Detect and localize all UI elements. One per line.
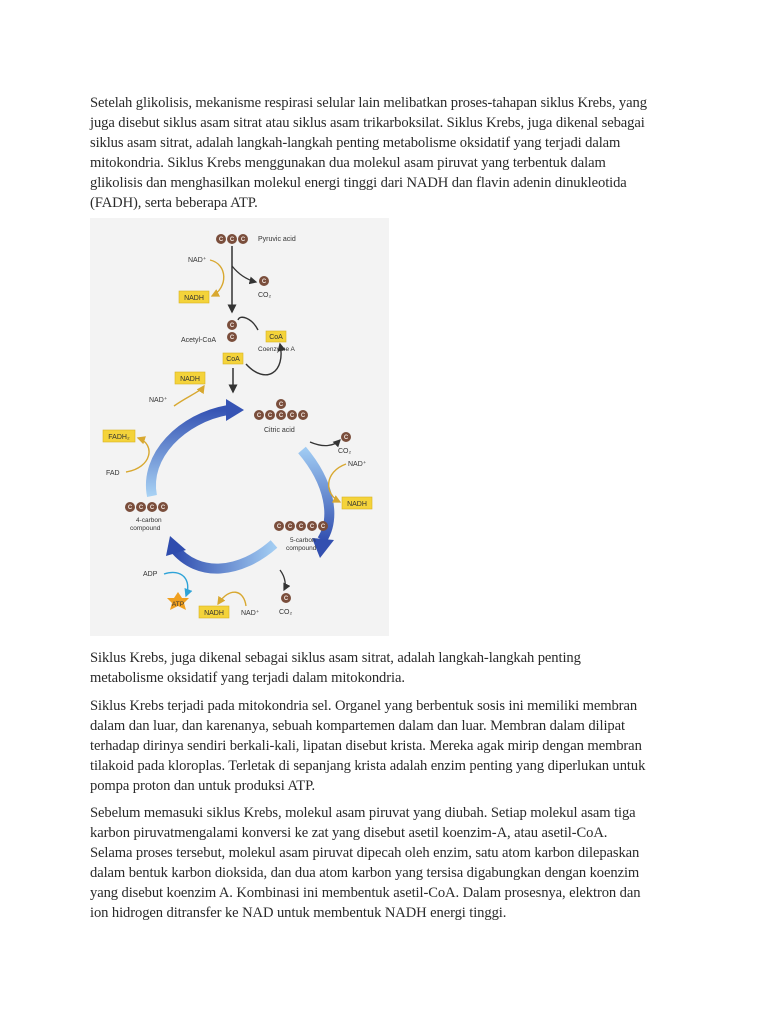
svg-text:C: C bbox=[261, 279, 267, 285]
nadh-label-4: NADH bbox=[204, 610, 224, 617]
svg-text:C: C bbox=[278, 413, 284, 419]
text-line: karbon piruvatmengalami konversi ke zat yang disebut asetil koenzim-A, atau asetil-CoA. bbox=[90, 825, 608, 841]
svg-text:C: C bbox=[149, 505, 155, 511]
svg-text:C: C bbox=[300, 413, 306, 419]
pyruvic-acid-molecule bbox=[216, 234, 248, 244]
krebs-cycle-diagram bbox=[90, 218, 389, 636]
text-line: Sebelum memasuki siklus Krebs, molekul asam piruvat yang diubah. Setiap molekul asam tiga bbox=[90, 805, 636, 821]
svg-text:C: C bbox=[229, 323, 235, 329]
text-line: glikolisis dan menghasilkan molekul energi tinggi dari NADH dan flavin adenin dinukleotida bbox=[90, 175, 627, 191]
text-line: yang disebut koenzim A. Kombinasi ini membentuk asetil-CoA. Dalam prosesnya, elektron dan bbox=[90, 885, 641, 901]
svg-text:C: C bbox=[229, 237, 235, 243]
text-line: Siklus Krebs, juga dikenal sebagai siklus asam sitrat, adalah langkah-langkah penting bbox=[90, 650, 581, 666]
intro-paragraph bbox=[90, 93, 690, 213]
nad-plus-label-4: NAD⁺ bbox=[241, 610, 260, 617]
text-line: juga disebut siklus asam sitrat atau siklus asam trikarboksilat. Siklus Krebs, juga dikenal sebagai bbox=[90, 115, 645, 131]
atp-label: ATP bbox=[171, 601, 185, 608]
text-line: pompa proton dan untuk produksi ATP. bbox=[90, 778, 316, 794]
five-carbon-label-1: 5-carbon bbox=[290, 537, 316, 544]
text-line: dalam dan luar, dan karenanya, sebuah kompartemen dalam dan luar. Membran dalam dilipat bbox=[90, 718, 625, 734]
adp-label: ADP bbox=[143, 571, 158, 578]
svg-text:C: C bbox=[276, 524, 282, 530]
svg-text:C: C bbox=[287, 524, 293, 530]
text-line: ion hidrogen ditransfer ke NAD untuk membentuk NADH energi tinggi. bbox=[90, 905, 507, 921]
nadh-label-1: NADH bbox=[184, 295, 204, 302]
text-line: mitokondria. Siklus Krebs menggunakan dua molekul asam piruvat yang terbentuk dalam bbox=[90, 155, 606, 171]
citric-acid-molecule bbox=[254, 399, 308, 420]
text-line: terhadap dirinya sendiri berkali-kali, lipatan disebut krista. Mereka agak mirip dengan membran bbox=[90, 738, 642, 754]
caption-paragraph bbox=[90, 648, 690, 688]
nad-plus-label-3: NAD⁺ bbox=[348, 461, 367, 468]
four-carbon-label-1: 4-carbon bbox=[136, 517, 162, 524]
citric-acid-label: Citric acid bbox=[264, 427, 295, 434]
svg-text:C: C bbox=[267, 413, 273, 419]
svg-text:C: C bbox=[289, 413, 295, 419]
svg-text:C: C bbox=[240, 237, 246, 243]
cycle-arrow-bottom bbox=[166, 536, 274, 569]
svg-text:C: C bbox=[127, 505, 133, 511]
cycle-arrow-left bbox=[151, 399, 244, 496]
coenzyme-a-label: Coenzyme A bbox=[258, 346, 295, 353]
coa-label: CoA bbox=[269, 334, 283, 341]
svg-text:C: C bbox=[160, 505, 166, 511]
text-line: Selama proses tersebut, molekul asam piruvat dipecah oleh enzim, satu atom karbon dilepaskan bbox=[90, 845, 640, 861]
nadh-label-3: NADH bbox=[347, 501, 367, 508]
text-line: metabolisme oksidatif yang terjadi dalam mitokondria. bbox=[90, 670, 405, 686]
co2-label-3: CO₂ bbox=[279, 609, 293, 616]
svg-text:C: C bbox=[229, 335, 235, 341]
text-line: siklus asam sitrat, adalah langkah-langkah penting metabolisme oksidatif yang terjadi dalam bbox=[90, 135, 621, 151]
co2-label-2: CO₂ bbox=[338, 448, 352, 455]
fad-label: FAD bbox=[106, 470, 120, 477]
acetyl-coa-paragraph bbox=[90, 803, 690, 923]
svg-text:C: C bbox=[320, 524, 326, 530]
text-line: tilakoid pada kloroplas. Terletak di sepanjang krista adalah enzim penting yang diperlukan untuk bbox=[90, 758, 646, 774]
co2-label-1: CO₂ bbox=[258, 292, 272, 299]
acetyl-coa-label: Acetyl-CoA bbox=[181, 337, 217, 344]
text-line: Siklus Krebs terjadi pada mitokondria sel. Organel yang berbentuk sosis ini memiliki membran bbox=[90, 698, 638, 714]
svg-text:C: C bbox=[138, 505, 144, 511]
fadh2-label: FADH₂ bbox=[108, 434, 130, 441]
four-carbon-label-2: compound bbox=[130, 525, 161, 532]
five-carbon-molecule bbox=[274, 521, 328, 531]
nad-plus-label-2: NAD⁺ bbox=[149, 397, 168, 404]
text-line: (FADH), serta beberapa ATP. bbox=[90, 195, 258, 211]
svg-text:CoA: CoA bbox=[226, 356, 240, 363]
text-line: Setelah glikolisis, mekanisme respirasi selular lain melibatkan proses-tahapan siklus Krebs, yang bbox=[90, 95, 647, 111]
acetyl-coa-molecule bbox=[223, 320, 243, 364]
svg-text:C: C bbox=[283, 596, 289, 602]
pyruvic-acid-label: Pyruvic acid bbox=[258, 236, 296, 243]
svg-text:C: C bbox=[309, 524, 315, 530]
svg-text:C: C bbox=[218, 237, 224, 243]
nadh-label-2: NADH bbox=[180, 376, 200, 383]
svg-text:C: C bbox=[278, 402, 284, 408]
four-carbon-molecule bbox=[125, 502, 168, 512]
nad-plus-label-1: NAD⁺ bbox=[188, 257, 207, 264]
mitochondria-paragraph bbox=[90, 696, 690, 796]
five-carbon-label-2: compound bbox=[286, 545, 317, 552]
text-line: dalam bentuk karbon dioksida, dan dua atom karbon yang tersisa digabungkan dengan koenzim bbox=[90, 865, 640, 881]
svg-text:C: C bbox=[343, 435, 349, 441]
svg-text:C: C bbox=[256, 413, 262, 419]
svg-text:C: C bbox=[298, 524, 304, 530]
